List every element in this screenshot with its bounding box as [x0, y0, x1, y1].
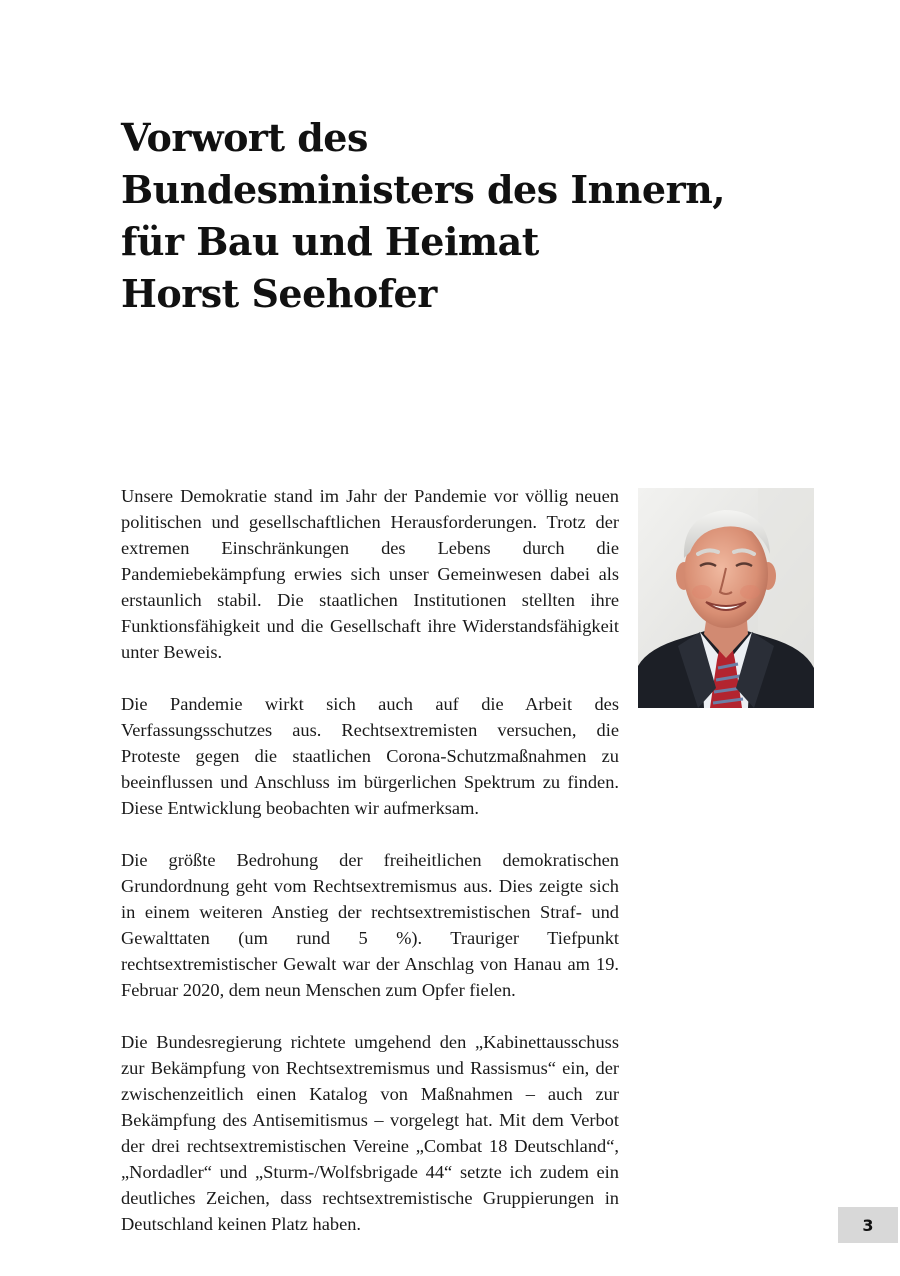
body-text [121, 483, 619, 1263]
title-line: Vorwort des [121, 115, 368, 160]
paragraph: Die größte Bedrohung der freiheitlichen demokratischen Grundordnung geht vom Rechtsextremismus aus. Dies zeigte sich in einem weiteren Anstieg der rechtsextremistischen Straf- und Gewalttaten (um rund 5 %). Trauriger Tiefpunkt rechtsextremistischer Gewalt war der Anschlag von Hanau am 19. Februar 2020, dem neun Menschen zum Opfer fielen. [121, 850, 619, 1000]
title-line: Horst Seehofer [121, 271, 437, 316]
title-line: für Bau und Heimat [121, 219, 539, 264]
paragraph: Unsere Demokratie stand im Jahr der Pandemie vor völlig neuen politischen und gesellschaftlichen Herausforderungen. Trotz der extremen Einschränkungen des Lebens durch die Pandemiebekämpfung erwies sich unser Gemeinwesen dabei als erstaunlich stabil. Die staatlichen Institutionen stellten ihre Funktionsfähigkeit und die Gesellschaft ihre Widerstandsfähigkeit unter Beweis. [121, 486, 619, 662]
page-title [121, 112, 725, 320]
title-line: Bundesministers des Innern, [121, 167, 725, 212]
paragraph: Die Bundesregierung richtete umgehend den „Kabinettausschuss zur Bekämpfung von Rechtsextremismus und Rassismus“ ein, der zwischenzeitlich einen Katalog von Maßnahmen – auch zur Bekämpfung des Antisemitismus – vorgelegt hat. Mit dem Verbot der drei rechtsextremistischen Vereine „Combat 18 Deutschland“, „Nordadler“ und „Sturm-/Wolfsbrigade 44“ setzte ich zudem ein deutliches Zeichen, dass rechtsextremistische Gruppierungen in Deutschland keinen Platz haben. [121, 1032, 619, 1234]
portrait-photo [638, 488, 814, 708]
paragraph: Die Pandemie wirkt sich auch auf die Arbeit des Verfassungsschutzes aus. Rechtsextremisten versuchen, die Proteste gegen die staatlichen Corona-Schutzmaßnahmen zu beeinflussen und Anschluss im bürgerlichen Spektrum zu finden. Diese Entwicklung beobachten wir aufmerksam. [121, 694, 619, 818]
page-number: 3 [838, 1207, 898, 1243]
portrait-illustration [638, 488, 814, 708]
